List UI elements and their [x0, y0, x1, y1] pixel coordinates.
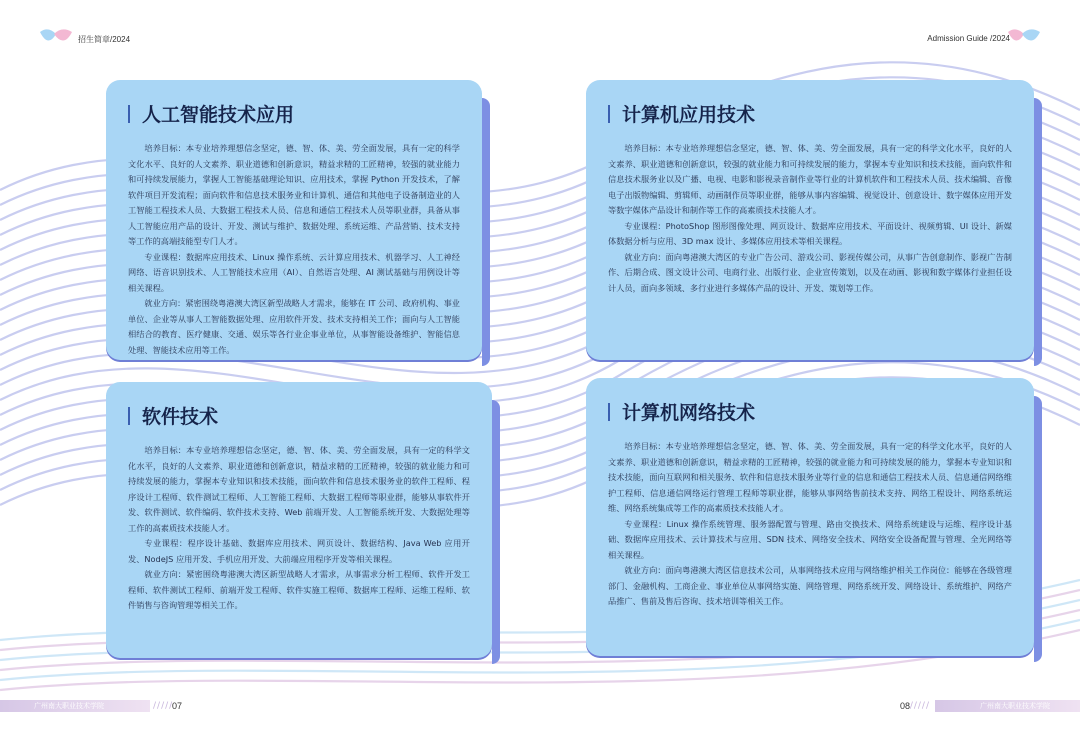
paragraph-career: 就业方向：紧密围绕粤港澳大湾区新型战略人才需求，能够在 IT 公司、政府机构、事业单位、企业等从事人工智能数据处理、应用软件开发、技术支持相关工作；面向与人工智能相结合的教育、医疗健康、交通、娱乐等各行业企事业单位，从事智能设备维护、智能信息处理、智能技术应用等工作。: [128, 298, 460, 355]
paragraph-goal: 培养目标：本专业培养理想信念坚定，德、智、体、美、劳全面发展，具有一定的科学文化水平，良好的人文素养、职业道德和创新意识，精益求精的工匠精神，较强的就业能力和可持续发展的能力，掌握本专业知识和技术技能，面向软件和信息技术服务业的软件工程师、程序设计工程师、软件测试工程师、人工智能工程师、大数据工程师等职业群，能够从事软件开发、软件测试、软件编码、软件技术支持、Web 前端开发、人工智能系统开发、大数据处理等工作的高素质技术技能人才。: [128, 445, 470, 533]
paragraph-courses: 专业课程：PhotoShop 图形图像处理、网页设计、数据库应用技术、平面设计、视频剪辑、UI 设计、新媒体数据分析与应用、3D max 设计、多媒体应用技术等相关课程。: [608, 220, 1012, 246]
paragraph-courses: 专业课程：Linux 操作系统管理、服务器配置与管理、路由交换技术、网络系统建设与运维、程序设计基础、数据库应用技术、云计算技术与应用、SDN 技术、网络安全技术、网络安全设备配置与管理、全光网络等相关课程。: [608, 518, 1012, 560]
page-number-left: 07: [172, 701, 183, 711]
card-title: [608, 100, 1012, 127]
card-title-text: 计算机应用技术: [622, 104, 756, 126]
title-bar: [608, 105, 610, 123]
card-software-technology: [106, 382, 492, 658]
card-title: [608, 398, 1012, 425]
footer-school-name-left: 广州南大职业技术学院: [34, 702, 104, 710]
card-title: [128, 100, 460, 127]
card-network-technology: [586, 378, 1034, 656]
card-title: [128, 402, 470, 429]
school-logo-icon: [1006, 26, 1042, 50]
title-bar: [608, 403, 610, 421]
title-bar: [128, 105, 130, 123]
header-right-text: Admission Guide /2024: [927, 34, 1010, 43]
footer-slashes-left: /////: [153, 701, 174, 711]
card-computer-application: [586, 80, 1034, 360]
paragraph-goal: 培养目标：本专业培养理想信念坚定，德、智、体、美、劳全面发展，具有一定的科学文化水平、良好的人文素养、职业道德和创新意识，精益求精的工匠精神，较强的就业能力和可持续发展能力，掌握人工智能基础理论知识、应用技术，掌握 Python 开发技术，了解软件项目开发流程；面向软件和信息技术服务业和计算机、通信和其他电子设备制造业的人工智能工程技术人员、大数据工程技术人员、信息和通信工程技术人员等职业群，具备从事人工智能应用产品的设计、开发、测试与维护、数据处理、系统运维、产品营销、技术支持等工作的高端技能型专门人才。: [128, 143, 460, 246]
paragraph-courses: 专业课程：数据库应用技术、Linux 操作系统、云计算应用技术、机器学习、人工神经网络、语音识别技术、人工智能技术应用（AI）、自然语言处理、AI 测试基础与用例设计等相关课程。: [128, 251, 460, 293]
header-left-text: 招生简章/2024: [78, 35, 131, 44]
footer-slashes-right: /////: [909, 701, 930, 711]
card-ai-technology: [106, 80, 482, 360]
page-number-right: 08: [899, 701, 910, 711]
card-title-text: 软件技术: [142, 406, 219, 428]
card-title-text: 人工智能技术应用: [142, 104, 295, 126]
paragraph-courses: 专业课程：程序设计基础、数据库应用技术、网页设计、数据结构、Java Web 应用开发、NodeJS 应用开发、手机应用开发、大前端应用程序开发等相关课程。: [128, 538, 470, 564]
paragraph-career: 就业方向：紧密围绕粤港澳大湾区新型战略人才需求，从事需求分析工程师、软件开发工程师、软件测试工程师、前端开发工程师、软件实施工程师、数据库工程师、运维工程师、软件销售与咨询管理等相关工作。: [128, 569, 470, 610]
title-bar: [128, 407, 130, 425]
paragraph-career: 就业方向：面向粤港澳大湾区的专业广告公司、游戏公司、影视传媒公司，从事广告创意制作、影视广告制作、后期合成、图文设计公司、电商行业、出版行业、企业宣传策划，以及在动画、影视和数字媒体行业担任设计人员，面向多领域、多行业进行多媒体产品的设计、开发、策划等工作。: [608, 251, 1012, 293]
paragraph-goal: 培养目标：本专业培养理想信念坚定，德、智、体、美、劳全面发展，具有一定的科学文化水平，良好的人文素养、职业道德和创新意识，精益求精的工匠精神，较强的就业能力和可持续发展的能力，掌握本专业知识和技术技能，面向互联网和相关服务、软件和信息技术服务业等行业的信息和通信工程技术人员、信息通信网络维护工程师、信息通信网络运行管理工程师等职业群，能够从事网络售前技术支持、网络工程设计、网络系统运维、网络系统集成等工作的高素质技术技能人才。: [608, 441, 1012, 513]
card-title-text: 计算机网络技术: [622, 402, 756, 424]
paragraph-goal: 培养目标：本专业培养理想信念坚定，德、智、体、美、劳全面发展，具有一定的科学文化水平，良好的人文素养、职业道德和创新意识，较强的就业能力和可持续发展的能力，掌握本专业知识和技术技能，面向软件和信息技术服务业以及广播、电视、电影和影视录音制作业等行业的计算机软件和工程技术人员、技术编辑、音像电子出版物编辑、剪辑师、动画制作员等职业群，能够从事内容编辑、视觉设计、创意设计、数字媒体应用开发等数字媒体产品设计和制作等工作的高素质技术技能人才。: [608, 143, 1012, 215]
footer-school-name-right: 广州南大职业技术学院: [980, 702, 1050, 710]
paragraph-career: 就业方向：面向粤港澳大湾区信息技术公司，从事网络技术应用与网络维护相关工作岗位：能够在各级管理部门、金融机构、工商企业、事业单位从事网络实施、网络管理、网络系统开发、网络设计、系统维护、网络产品推广、售前及售后咨询、技术培训等相关工作。: [608, 565, 1012, 606]
school-logo-icon: [38, 26, 74, 50]
